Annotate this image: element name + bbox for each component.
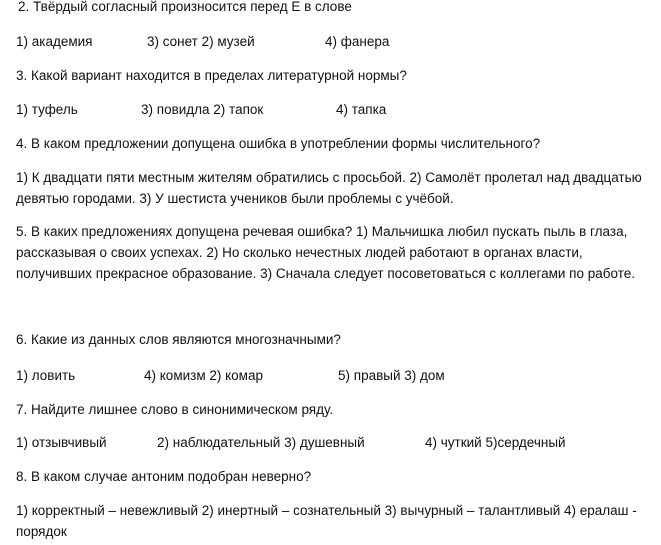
question-5: 5. В каких предложениях допущена речевая ошибка? 1) Мальчишка любил пускать пыль в глаза, рассказывая о своих успехах. 2) Но сколько нечестных людей работают в органах власти, получивших прекрасное образование. 3) Сначала следует посоветоваться с коллегами по работе. bbox=[16, 224, 635, 281]
answer-option: 5) правый 3) дом bbox=[338, 368, 445, 383]
question-2: 2. Твёрдый согласный произносится перед Е в слове bbox=[18, 0, 352, 14]
answers-3 bbox=[16, 99, 386, 120]
answers-8: 1) корректный – невежливый 2) инертный – сознательный 3) вычурный – талантливый 4) ералаш - порядок bbox=[16, 503, 637, 539]
answer-option: 1) отзывчивый bbox=[16, 435, 107, 450]
answer-option: 4) чуткий 5)сердечный bbox=[425, 435, 566, 450]
answers-4: 1) К двадцати пяти местным жителям обратились с просьбой. 2) Самолёт пролетал над двадцатью девятью городами. 3) У шестиста учеников были проблемы с учёбой. bbox=[16, 170, 642, 206]
question-7: 7. Найдите лишнее слово в синонимическом ряду. bbox=[16, 402, 334, 417]
answers-6 bbox=[16, 365, 445, 386]
answer-option: 2) наблюдательный 3) душевный bbox=[157, 435, 365, 450]
question-3: 3. Какой вариант находится в пределах литературной нормы? bbox=[16, 68, 407, 83]
answers-7 bbox=[16, 432, 566, 453]
answers-2 bbox=[16, 31, 389, 52]
question-8: 8. В каком случае антоним подобран неверно? bbox=[16, 469, 312, 484]
answer-option: 4) фанера bbox=[325, 34, 390, 49]
answer-option: 1) туфель bbox=[16, 102, 78, 117]
answer-option: 1) академия bbox=[16, 34, 93, 49]
answer-option: 1) ловить bbox=[16, 368, 76, 383]
answer-option: 4) тапка bbox=[336, 102, 387, 117]
question-6: 6. Какие из данных слов являются многозначными? bbox=[16, 332, 341, 347]
answer-option: 3) повидла 2) тапок bbox=[141, 102, 264, 117]
question-4: 4. В каком предложении допущена ошибка в употреблении формы числительного? bbox=[16, 136, 541, 151]
answer-option: 3) сонет 2) музей bbox=[147, 34, 255, 49]
answer-option: 4) комизм 2) комар bbox=[144, 368, 263, 383]
